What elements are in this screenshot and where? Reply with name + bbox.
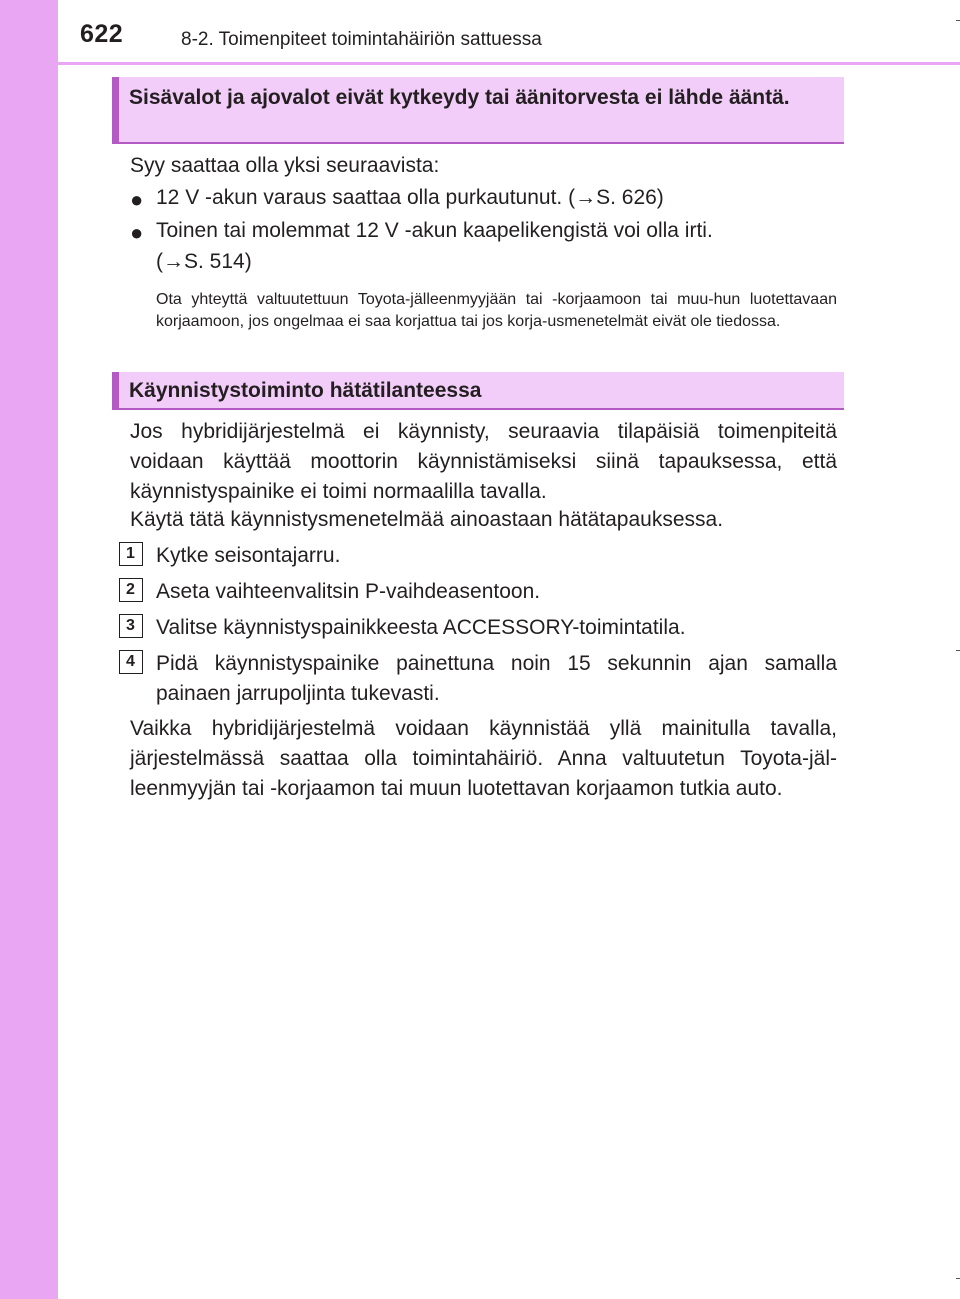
step-text: Aseta vaihteenvalitsin P-vaihdeasentoon. xyxy=(156,580,541,603)
section-heading-emergency-start: Käynnistystoiminto hätätilanteessa xyxy=(112,372,844,410)
list-item-text: 12 V -akun varaus saattaa olla purkautunut. (→S. 626) xyxy=(156,186,664,209)
step-item xyxy=(119,577,837,607)
list-item-text: (→S. 514) xyxy=(156,250,252,273)
closing-paragraph: Vaikka hybridijärjestelmä voidaan käynnistää yllä mainitulla tavalla, järjestelmässä saattaa olla toimintahäiriö. Anna valtuutetun Toyota-jäl-leenmyyjän tai -korjaamon tai muun luotettavan korjaamon tutkia auto. xyxy=(130,717,837,800)
paragraph: Käytä tätä käynnistysmenetelmää ainoastaan hätätapauksessa. xyxy=(130,508,724,531)
step-number-badge: 2 xyxy=(119,578,143,602)
paragraph: Jos hybridijärjestelmä ei käynnisty, seuraavia tilapäisiä toimenpiteitä voidaan käyttää moottorin käynnistämiseksi siinä tapauksessa, että käynnistyspainike ei toimi normaalilla tavalla. xyxy=(130,420,837,503)
crop-mark xyxy=(956,1278,960,1279)
step-number-badge: 1 xyxy=(119,542,143,566)
list-item-text: Toinen tai molemmat 12 V -akun kaapelikengistä voi olla irti. xyxy=(156,219,713,242)
crop-mark xyxy=(956,650,960,651)
page-number: 622 xyxy=(80,20,124,48)
list-item-continuation xyxy=(130,247,837,277)
step-item xyxy=(119,613,837,643)
step-item xyxy=(119,541,837,571)
bullet-icon: ● xyxy=(130,220,144,245)
list-item xyxy=(130,216,837,246)
intro-text: Syy saattaa olla yksi seuraavista: xyxy=(130,154,440,177)
note-text: Ota yhteyttä valtuutettuun Toyota-jälleenmyyjään tai -korjaamoon tai muu-hun luotettavaan korjaamoon, jos ongelmaa ei saa korjattua tai jos korja-usmenetelmät eivät ole tiedossa. xyxy=(156,291,837,330)
step-number-badge: 4 xyxy=(119,650,143,674)
list-item xyxy=(130,183,837,213)
section-heading-lights: Sisävalot ja ajovalot eivät kytkeydy tai äänitorvesta ei lähde ääntä. xyxy=(112,77,844,144)
chapter-title: 8-2. Toimenpiteet toimintahäiriön sattuessa xyxy=(181,29,542,50)
step-text: Valitse käynnistyspainikkeesta ACCESSORY-toimintatila. xyxy=(156,616,686,639)
step-number-badge: 3 xyxy=(119,614,143,638)
header-rule xyxy=(58,62,960,65)
crop-mark xyxy=(956,20,960,21)
side-color-bar xyxy=(0,0,58,1299)
step-text: Kytke seisontajarru. xyxy=(156,544,341,567)
step-item xyxy=(119,649,837,709)
bullet-icon: ● xyxy=(130,187,144,212)
step-text: Pidä käynnistyspainike painettuna noin 15 sekunnin ajan samalla painaen jarrupoljinta tukevasti. xyxy=(156,652,837,705)
